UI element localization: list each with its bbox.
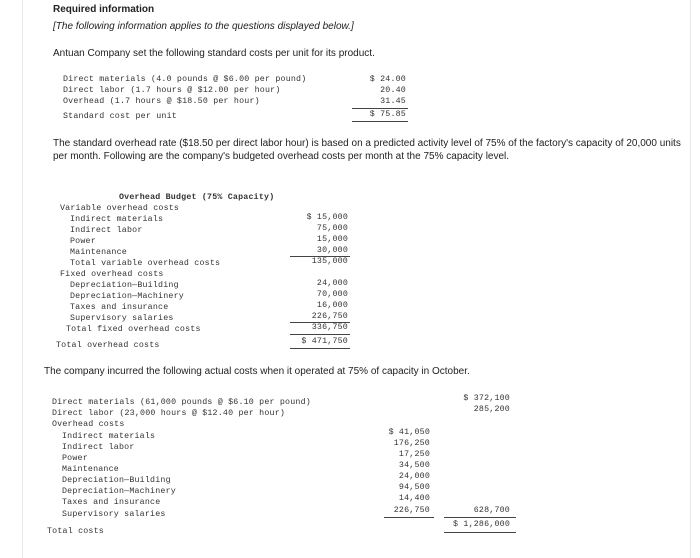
budget-row-label: Depreciation—Machinery [70, 292, 184, 301]
budget-row-label: Depreciation—Building [70, 281, 179, 290]
std-row-value: $ 24.00 [369, 75, 406, 84]
actual-row-value: 14,400 [398, 494, 430, 503]
budget-row-label: Taxes and insurance [70, 303, 169, 312]
budget-row-value: 75,000 [316, 224, 348, 233]
actual-row-value: 226,750 [393, 506, 430, 515]
std-row-label: Overhead (1.7 hours @ $18.50 per hour) [63, 97, 260, 106]
actual-costs-intro: The company incurred the following actual costs when it operated at 75% of capacity in October. [44, 366, 470, 377]
actual-overhead-total: 628,700 [473, 506, 510, 515]
std-total-rule [352, 121, 408, 122]
fixed-total-value: 336,750 [311, 323, 348, 332]
page-edge-right [690, 0, 691, 558]
actual-row-label: Taxes and insurance [62, 498, 161, 507]
dm-value: $ 372,100 [463, 394, 510, 403]
actual-row-value: 176,250 [393, 439, 430, 448]
actual-row-label: Indirect materials [62, 432, 156, 441]
required-information-title: Required information [53, 4, 155, 15]
fixed-total-rule [290, 334, 350, 335]
std-subtotal-rule [352, 108, 408, 109]
budget-row-value: $ 15,000 [306, 213, 348, 222]
actual-row-label: Power [62, 454, 88, 463]
std-row-value: 31.45 [380, 97, 406, 106]
fixed-total-label: Total fixed overhead costs [66, 325, 201, 334]
info-note: [The following information applies to the questions displayed below.] [53, 21, 354, 32]
actual-row-value: $ 41,050 [388, 428, 430, 437]
intro-text: Antuan Company set the following standard costs per unit for its product. [53, 48, 375, 59]
fixed-heading: Fixed overhead costs [60, 270, 164, 279]
budget-row-label: Indirect materials [70, 215, 164, 224]
std-row-label: Direct labor (1.7 hours @ $12.00 per hour) [63, 86, 281, 95]
overhead-total-value: $ 471,750 [301, 337, 348, 346]
variable-total-value: 135,000 [311, 257, 348, 266]
page-edge-left [22, 0, 23, 558]
actual-row-value: 17,250 [398, 450, 430, 459]
overhead-rate-paragraph: The standard overhead rate ($18.50 per direct labor hour) is based on a predicted activity level of 75% of the factory's capacity of 20,000 units per month. Following are the company's budgeted overhead costs per month at the 75% capacity level. [53, 138, 681, 162]
std-total-label: Standard cost per unit [63, 112, 177, 121]
budget-row-label: Power [70, 237, 96, 246]
budget-row-value: 15,000 [316, 235, 348, 244]
dl-value: 285,200 [473, 405, 510, 414]
budget-row-value: 226,750 [311, 312, 348, 321]
std-row-label: Direct materials (4.0 pounds @ $6.00 per pound) [63, 75, 307, 84]
budget-row-value: 24,000 [316, 279, 348, 288]
total-costs-value: $ 1,286,000 [453, 520, 510, 529]
budget-row-value: 16,000 [316, 301, 348, 310]
actual-row-value: 24,000 [398, 472, 430, 481]
actual-row-label: Maintenance [62, 465, 119, 474]
total-costs-rule [444, 532, 516, 533]
actual-row-label: Depreciation—Building [62, 476, 171, 485]
dm-label: Direct materials (61,000 pounds @ $6.10 per pound) [52, 398, 311, 407]
budget-row-label: Supervisory salaries [70, 314, 174, 323]
actual-row-label: Indirect labor [62, 443, 135, 452]
std-total-value: $ 75.85 [369, 110, 406, 119]
budget-row-label: Indirect labor [70, 226, 143, 235]
actual-row-value: 34,500 [398, 461, 430, 470]
budget-row-value: 30,000 [316, 246, 348, 255]
variable-total-label: Total variable overhead costs [70, 259, 221, 268]
total-costs-label: Total costs [47, 527, 104, 536]
overhead-total-rule [290, 348, 350, 349]
overhead-costs-heading: Overhead costs [52, 420, 125, 429]
overhead-total-label: Total overhead costs [56, 341, 160, 350]
dl-label: Direct labor (23,000 hours @ $12.40 per hour) [52, 409, 286, 418]
actual-row-label: Supervisory salaries [62, 510, 166, 519]
budget-row-label: Maintenance [70, 248, 127, 257]
actual-row-value: 94,500 [398, 483, 430, 492]
actual-row-label: Depreciation—Machinery [62, 487, 176, 496]
budget-title: Overhead Budget (75% Capacity) [119, 193, 275, 202]
budget-row-value: 70,000 [316, 290, 348, 299]
actual-overhead-rule [384, 517, 434, 518]
variable-heading: Variable overhead costs [60, 204, 180, 213]
std-row-value: 20.40 [380, 86, 406, 95]
actual-subtotal-rule [444, 517, 516, 518]
